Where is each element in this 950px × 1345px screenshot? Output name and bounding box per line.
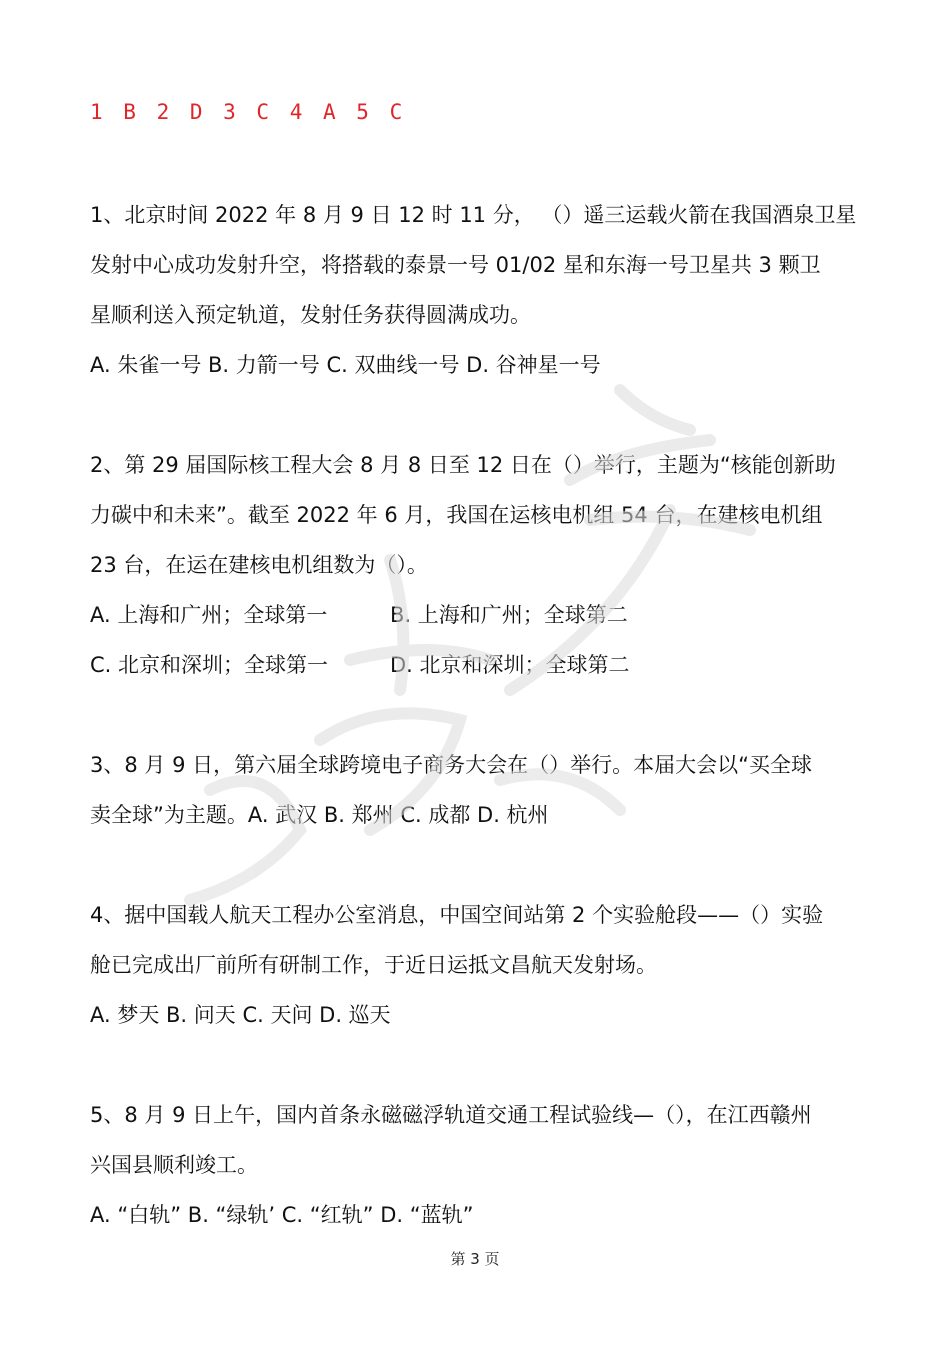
question-4-options: A. 梦天 B. 问天 C. 天问 D. 巡天 [90, 1003, 391, 1027]
question-1-line-3: 星顺利送入预定轨道，发射任务获得圆满成功。 [90, 303, 531, 327]
question-1-options: A. 朱雀一号 B. 力箭一号 C. 双曲线一号 D. 谷神星一号 [90, 353, 601, 377]
question-2-option-b: B. 上海和广州；全球第二 [390, 603, 628, 627]
answer-key: 1 B 2 D 3 C 4 A 5 C [90, 100, 407, 124]
question-3 [90, 740, 870, 840]
question-5-line-2: 兴国县顺利竣工。 [90, 1153, 258, 1177]
question-1-line-1: 1、北京时间 2022 年 8 月 9 日 12 时 11 分， （）遥三运载火箭在我国酒泉卫星 [90, 203, 857, 227]
question-2-options [90, 590, 870, 690]
page-number: 第 3 页 [450, 1250, 500, 1268]
question-2 [90, 440, 870, 690]
question-4 [90, 890, 870, 1040]
question-2-line-1: 2、第 29 届国际核工程大会 8 月 8 日至 12 日在（）举行，主题为“核能创新助 [90, 453, 836, 477]
question-5 [90, 1090, 870, 1240]
question-2-option-a: A. 上海和广州；全球第一 [90, 603, 328, 627]
question-5-line-1: 5、8 月 9 日上午，国内首条永磁磁浮轨道交通工程试验线—（），在江西赣州 [90, 1103, 812, 1127]
question-1 [90, 190, 870, 390]
question-5-options: A. “白轨” B. “绿轨’ C. “红轨” D. “蓝轨” [90, 1203, 474, 1227]
question-3-line-1: 3、8 月 9 日，第六届全球跨境电子商务大会在（）举行。本届大会以“买全球 [90, 753, 812, 777]
question-2-option-c: C. 北京和深圳；全球第一 [90, 653, 329, 677]
question-1-line-2: 发射中心成功发射升空，将搭载的泰景一号 01/02 星和东海一号卫星共 3 颗卫 [90, 253, 821, 277]
question-3-line-2: 卖全球”为主题。A. 武汉 B. 郑州 C. 成都 D. 杭州 [90, 803, 549, 827]
question-2-line-3: 23 台，在运在建核电机组数为（）。 [90, 553, 428, 577]
question-4-line-2: 舱已完成出厂前所有研制工作，于近日运抵文昌航天发射场。 [90, 953, 657, 977]
question-2-line-2: 力碳中和未来”。截至 2022 年 6 月，我国在运核电机组 54 台，在建核电机组 [90, 503, 823, 527]
question-4-line-1: 4、据中国载人航天工程办公室消息，中国空间站第 2 个实验舱段——（）实验 [90, 903, 824, 927]
question-2-option-d: D. 北京和深圳；全球第二 [390, 653, 630, 677]
